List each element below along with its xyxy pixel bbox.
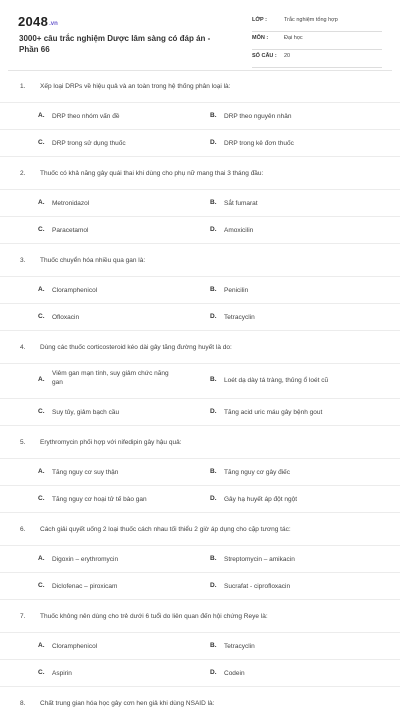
option-text: Sucrafat - ciprofloxacin (224, 583, 291, 590)
option-letter: B. (210, 468, 217, 475)
option-letter: C. (38, 669, 45, 676)
option-row (0, 189, 400, 216)
question-number: 7. (20, 613, 26, 620)
option-row (0, 458, 400, 485)
option-letter: A. (38, 468, 45, 475)
question-text: Thuốc có khả năng gây quái thai khi dùng cho phụ nữ mang thai 3 tháng đầu: (40, 170, 264, 177)
option-b[interactable] (210, 546, 380, 572)
option-text: Tetracyclin (224, 314, 255, 321)
options (0, 632, 400, 686)
option-text: Tăng nguy cơ gây điếc (224, 469, 291, 476)
option-b[interactable] (210, 633, 380, 659)
option-letter: A. (38, 199, 45, 206)
logo-main: 2048 (18, 14, 49, 29)
option-text: Gây hạ huyết áp đột ngột (224, 496, 297, 503)
option-row (0, 659, 400, 686)
question-6 (0, 523, 400, 610)
option-letter: B. (210, 112, 217, 119)
options (0, 458, 400, 512)
option-letter: C. (38, 408, 45, 415)
question-number: 5. (20, 439, 26, 446)
option-a[interactable] (38, 459, 198, 485)
option-text: DRP theo nguyên nhân (224, 113, 292, 120)
question-separator (0, 156, 400, 167)
meta-value: Trắc nghiệm tổng hợp (284, 17, 338, 23)
option-text: DRP theo nhóm vấn đề (52, 113, 120, 120)
option-letter: B. (210, 376, 217, 383)
option-row (0, 545, 400, 572)
option-d[interactable] (210, 486, 380, 512)
option-row (0, 632, 400, 659)
option-row (0, 102, 400, 129)
option-text: Tăng nguy cơ suy thận (52, 469, 119, 476)
question-separator (0, 512, 400, 523)
option-text: Tăng nguy cơ hoại tử tế bào gan (52, 496, 147, 503)
option-text: Ofloxacin (52, 314, 80, 321)
option-c[interactable] (38, 486, 198, 512)
option-letter: A. (38, 286, 45, 293)
option-d[interactable] (210, 304, 380, 330)
document-title: 3000+ câu trắc nghiệm Dược lâm sàng có đáp án - Phần 66 (19, 34, 211, 54)
question-2 (0, 167, 400, 254)
question-separator (0, 599, 400, 610)
meta-value: 20 (284, 53, 291, 59)
option-letter: C. (38, 226, 45, 233)
options (0, 102, 400, 156)
question-3 (0, 254, 400, 341)
option-letter: D. (210, 669, 217, 676)
question-stem (0, 523, 400, 545)
question-stem (0, 80, 400, 102)
option-letter: A. (38, 376, 45, 383)
option-b[interactable] (210, 190, 380, 216)
options (0, 545, 400, 599)
option-letter: B. (210, 555, 217, 562)
question-1 (0, 80, 400, 167)
question-number: 6. (20, 526, 26, 533)
option-a[interactable] (38, 103, 198, 129)
question-4 (0, 341, 400, 436)
question-stem (0, 254, 400, 276)
question-number: 1. (20, 83, 26, 90)
question-number: 3. (20, 257, 26, 264)
option-text: Penicilin (224, 287, 249, 294)
meta-key: SỐ CÂU : (252, 53, 277, 59)
option-row (0, 363, 400, 398)
header-divider (8, 70, 392, 71)
option-letter: D. (210, 495, 217, 502)
question-text: Thuốc chuyển hóa nhiều qua gan là: (40, 257, 146, 264)
option-row (0, 216, 400, 243)
question-stem (0, 697, 400, 719)
option-text: Tetracyclin (224, 643, 255, 650)
option-text: Diclofenac – piroxicam (52, 583, 118, 590)
site-logo[interactable] (18, 13, 58, 31)
option-text: Loét dạ dày tá tràng, thủng ổ loét cũ (224, 377, 329, 384)
option-row (0, 572, 400, 599)
options (0, 363, 400, 425)
option-letter: A. (38, 112, 45, 119)
question-separator (0, 243, 400, 254)
option-text: Sắt fumarat (224, 200, 258, 207)
option-row (0, 129, 400, 156)
option-a[interactable] (38, 633, 198, 659)
option-row (0, 485, 400, 512)
option-row (0, 303, 400, 330)
option-a[interactable] (38, 190, 198, 216)
question-text: Thuốc không nên dùng cho trẻ dưới 6 tuổi do liên quan đến hội chứng Reye là: (40, 613, 268, 620)
option-text: Suy tủy, giảm bạch cầu (52, 409, 120, 416)
question-stem (0, 610, 400, 632)
option-b[interactable] (210, 103, 380, 129)
option-b[interactable] (210, 364, 380, 398)
option-text: Metronidazol (52, 200, 90, 207)
option-d[interactable] (210, 573, 380, 599)
question-text: Cách giải quyết uống 2 loại thuốc cách nhau tối thiểu 2 giờ áp dụng cho cặp tương tác: (40, 526, 291, 533)
option-text: Paracetamol (52, 227, 89, 234)
option-row (0, 398, 400, 425)
question-text: Dùng các thuốc corticosteroid kéo dài gây tăng đường huyết là do: (40, 344, 232, 351)
option-text: Cloramphenicol (52, 287, 98, 294)
option-letter: B. (210, 286, 217, 293)
question-stem (0, 341, 400, 363)
option-text: Amoxicilin (224, 227, 254, 234)
option-d[interactable] (210, 217, 380, 243)
option-b[interactable] (210, 459, 380, 485)
option-text: Cloramphenicol (52, 643, 98, 650)
question-number: 2. (20, 170, 26, 177)
option-text: Aspirin (52, 670, 72, 677)
option-text: Viêm gan mạn tính, suy giảm chức năng gan (52, 370, 169, 386)
option-letter: D. (210, 408, 217, 415)
option-c[interactable] (38, 130, 198, 156)
question-7 (0, 610, 400, 697)
meta-key: MÔN : (252, 35, 269, 41)
question-number: 8. (20, 700, 26, 707)
logo-suffix: .vn (49, 21, 58, 27)
meta-info (252, 14, 382, 68)
option-letter: A. (38, 642, 45, 649)
option-text: Tăng acid uric máu gây bệnh gout (224, 409, 323, 416)
question-stem (0, 436, 400, 458)
option-text: Codein (224, 670, 245, 677)
question-5 (0, 436, 400, 523)
option-a[interactable] (38, 277, 198, 303)
question-8 (0, 697, 400, 719)
option-letter: D. (210, 313, 217, 320)
meta-value: Đại học (284, 35, 303, 41)
option-d[interactable] (210, 399, 380, 425)
option-letter: C. (38, 313, 45, 320)
option-letter: D. (210, 226, 217, 233)
option-a[interactable] (38, 364, 198, 398)
document-header (0, 0, 400, 74)
question-separator (0, 330, 400, 341)
option-letter: C. (38, 139, 45, 146)
options (0, 276, 400, 330)
option-letter: A. (38, 555, 45, 562)
question-list (0, 80, 400, 719)
option-row (0, 276, 400, 303)
question-number: 4. (20, 344, 26, 351)
option-letter: B. (210, 199, 217, 206)
option-c[interactable] (38, 660, 198, 686)
option-d[interactable] (210, 130, 380, 156)
option-text: Streptomycin – amikacin (224, 556, 295, 563)
option-d[interactable] (210, 660, 380, 686)
option-c[interactable] (38, 217, 198, 243)
meta-key: LỚP : (252, 17, 267, 23)
question-text: Erythromycin phối hợp với nifedipin gây hậu quả: (40, 439, 182, 446)
option-c[interactable] (38, 304, 198, 330)
option-a[interactable] (38, 546, 198, 572)
option-letter: B. (210, 642, 217, 649)
option-c[interactable] (38, 573, 198, 599)
meta-row-count (252, 50, 382, 68)
option-text: Digoxin – erythromycin (52, 556, 119, 563)
option-text: DRP trong kê đơn thuốc (224, 140, 294, 147)
question-separator (0, 686, 400, 697)
option-letter: D. (210, 582, 217, 589)
option-b[interactable] (210, 277, 380, 303)
option-letter: D. (210, 139, 217, 146)
question-text: Chất trung gian hóa học gây cơn hen giả khi dùng NSAID là: (40, 700, 215, 707)
meta-row-subject (252, 32, 382, 50)
question-separator (0, 425, 400, 436)
option-text: DRP trong sử dụng thuốc (52, 140, 126, 147)
question-text: Xếp loại DRPs về hiệu quả và an toàn trong hệ thống phân loại là: (40, 83, 231, 90)
option-letter: C. (38, 495, 45, 502)
options (0, 189, 400, 243)
meta-row-class (252, 14, 382, 32)
option-letter: C. (38, 582, 45, 589)
option-c[interactable] (38, 399, 198, 425)
question-stem (0, 167, 400, 189)
